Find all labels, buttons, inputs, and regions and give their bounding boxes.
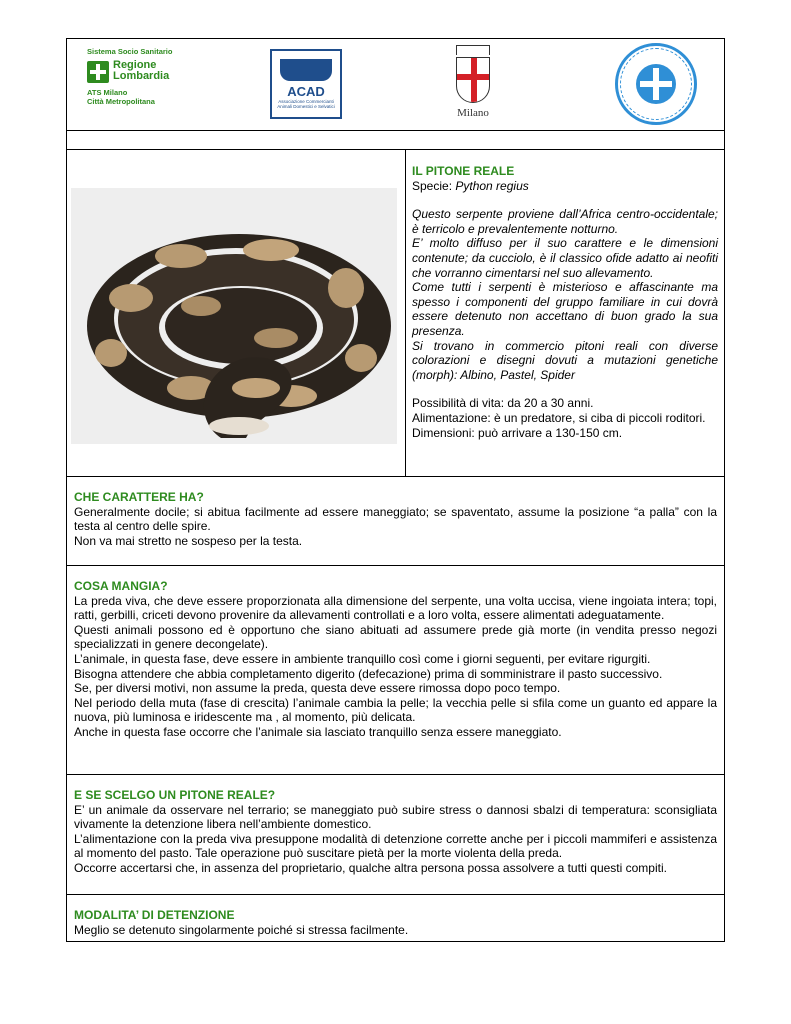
ats-line1: ATS Milano (87, 88, 128, 97)
logo-header (67, 39, 724, 131)
milano-shield-icon (456, 57, 490, 103)
comune-milano-logo (452, 45, 494, 125)
section-detenzione (67, 895, 724, 941)
section-paragraph: Non va mai stretto ne sospeso per la testa. (74, 533, 303, 548)
veterinary-cross-icon (636, 64, 676, 104)
ark-icon (280, 59, 332, 81)
life-span: Possibilità di vita: da 20 a 30 anni. (412, 396, 594, 411)
info-sheet (66, 38, 725, 942)
section-paragraph: Occorre accertarsi che, in assenza del proprietario, qualche altra persona possa assolvere a tutti questi compiti. (74, 860, 667, 875)
intro-paragraph-2: E’ molto diffuso per il suo carattere e le dimensioni contenute; da cucciolo, è il classico ofide adatto ai neofiti che vorranno cimentarsi nel suo allevamento. (412, 236, 718, 280)
section-heading: CHE CARATTERE HA? (74, 490, 204, 504)
milano-name: Milano (457, 107, 489, 119)
section-paragraph: Generalmente docile; si abitua facilmente ad essere maneggiato; se spaventato, assume la posizione “a palla” con la testa al centro delle spire. (74, 504, 717, 534)
species-line (412, 179, 718, 194)
rl-name (113, 60, 169, 82)
crown-icon (456, 45, 490, 55)
section-paragraph: Se, per diversi motivi, non assume la preda, questa deve essere rimossa dopo poco tempo. (74, 681, 561, 696)
section-paragraph: Nel periodo della muta (fase di crescita) l’animale cambia la pelle; la vecchia pelle si sfila come un guanto ed appare la nuova, più luminosa e iridescente ma , al momento, più delicata. (74, 695, 717, 725)
section-paragraph: L’alimentazione con la preda viva presuppone modalità di detenzione corrette anche per i piccoli mammiferi e assistenza al momento del pasto. Tale operazione può suscitare pietà per la morte violenta della preda. (74, 831, 717, 861)
section-paragraph: Questi animali possono ed è opportuno che siano abituati ad assumere prede già morte (in vendita presso negozi specializzati in genere decongelate). (74, 622, 717, 652)
veterinary-order-seal-icon (615, 43, 697, 125)
section-paragraph: Bisogna attendere che abbia completamento digerito (defecazione) prima di somministrare il pasto successivo. (74, 666, 663, 681)
intro-text (406, 150, 724, 476)
section-paragraph: L’animale, in questa fase, deve essere in ambiente tranquillo così come i giorni seguenti, per evitare rigurgiti. (74, 651, 651, 666)
ats-milano (87, 88, 155, 106)
section-heading: MODALITA’ DI DETENZIONE (74, 908, 235, 922)
rl-name-line2: Lombardia (113, 70, 170, 82)
ball-python-photo (71, 188, 397, 444)
regione-lombardia-logo (87, 47, 187, 117)
intro-row (67, 150, 724, 477)
section-heading: COSA MANGIA? (74, 579, 168, 593)
section-mangia (67, 566, 724, 775)
size-line: Dimensioni: può arrivare a 130-150 cm. (412, 425, 623, 440)
regione-cross-icon (87, 61, 109, 83)
snake-photo-cell (67, 150, 406, 476)
section-paragraph: La preda viva, che deve essere proporzionata alla dimensione del serpente, una volta uccisa, viene ingoiata intera; topi, ratti, gerbilli, criceti devono provenire da allevamenti controllati e a loro volta, essere alimentati adeguatamente. (74, 593, 717, 623)
intro-paragraph-4: Si trovano in commercio pitoni reali con diverse colorazioni e disegni dovuti a mutazioni genetiche (morph): Albino, Pastel, Spider (412, 338, 718, 382)
section-paragraph: Meglio se detenuto singolarmente poiché si stressa facilmente. (74, 922, 409, 937)
section-carattere (67, 477, 724, 566)
species-label: Specie: (412, 178, 456, 193)
food-line: Alimentazione: è un predatore, si ciba di piccoli roditori. (412, 410, 706, 425)
section-heading: E SE SCELGO UN PITONE REALE? (74, 788, 276, 802)
acad-logo (270, 49, 342, 119)
rl-top-text: Sistema Socio Sanitario (87, 47, 173, 56)
section-paragraph: E’ un animale da osservare nel terrario; se maneggiato può subire stress o dannosi sbalzi di temperatura: sconsigliata vivamente la detenzione libera nell’ambiente domestico. (74, 802, 717, 832)
intro-paragraph-1: Questo serpente proviene dall’Africa centro-occidentale; è terricolo e prevalentemente notturno. (412, 207, 718, 236)
intro-paragraph-3: Come tutti i serpenti è misterioso e affascinante ma spesso i componenti del gruppo familiare in cui dovrà essere detenuto non accettano di buon grado la sua presenza. (412, 280, 718, 338)
ats-line2: Città Metropolitana (87, 97, 155, 106)
acad-subtitle: Associazione Commercianti Animali Domestici e Selvatici (277, 99, 335, 109)
species-value: Python regius (455, 178, 529, 193)
rl-name-line1: Regione (113, 59, 157, 71)
acad-name: ACAD (287, 84, 325, 99)
intro-title: IL PITONE REALE (412, 164, 515, 178)
spacer-row (67, 131, 724, 150)
section-paragraph: Anche in questa fase occorre che l’animale sia lasciato tranquillo senza essere maneggiato. (74, 724, 562, 739)
section-scelgo (67, 775, 724, 895)
